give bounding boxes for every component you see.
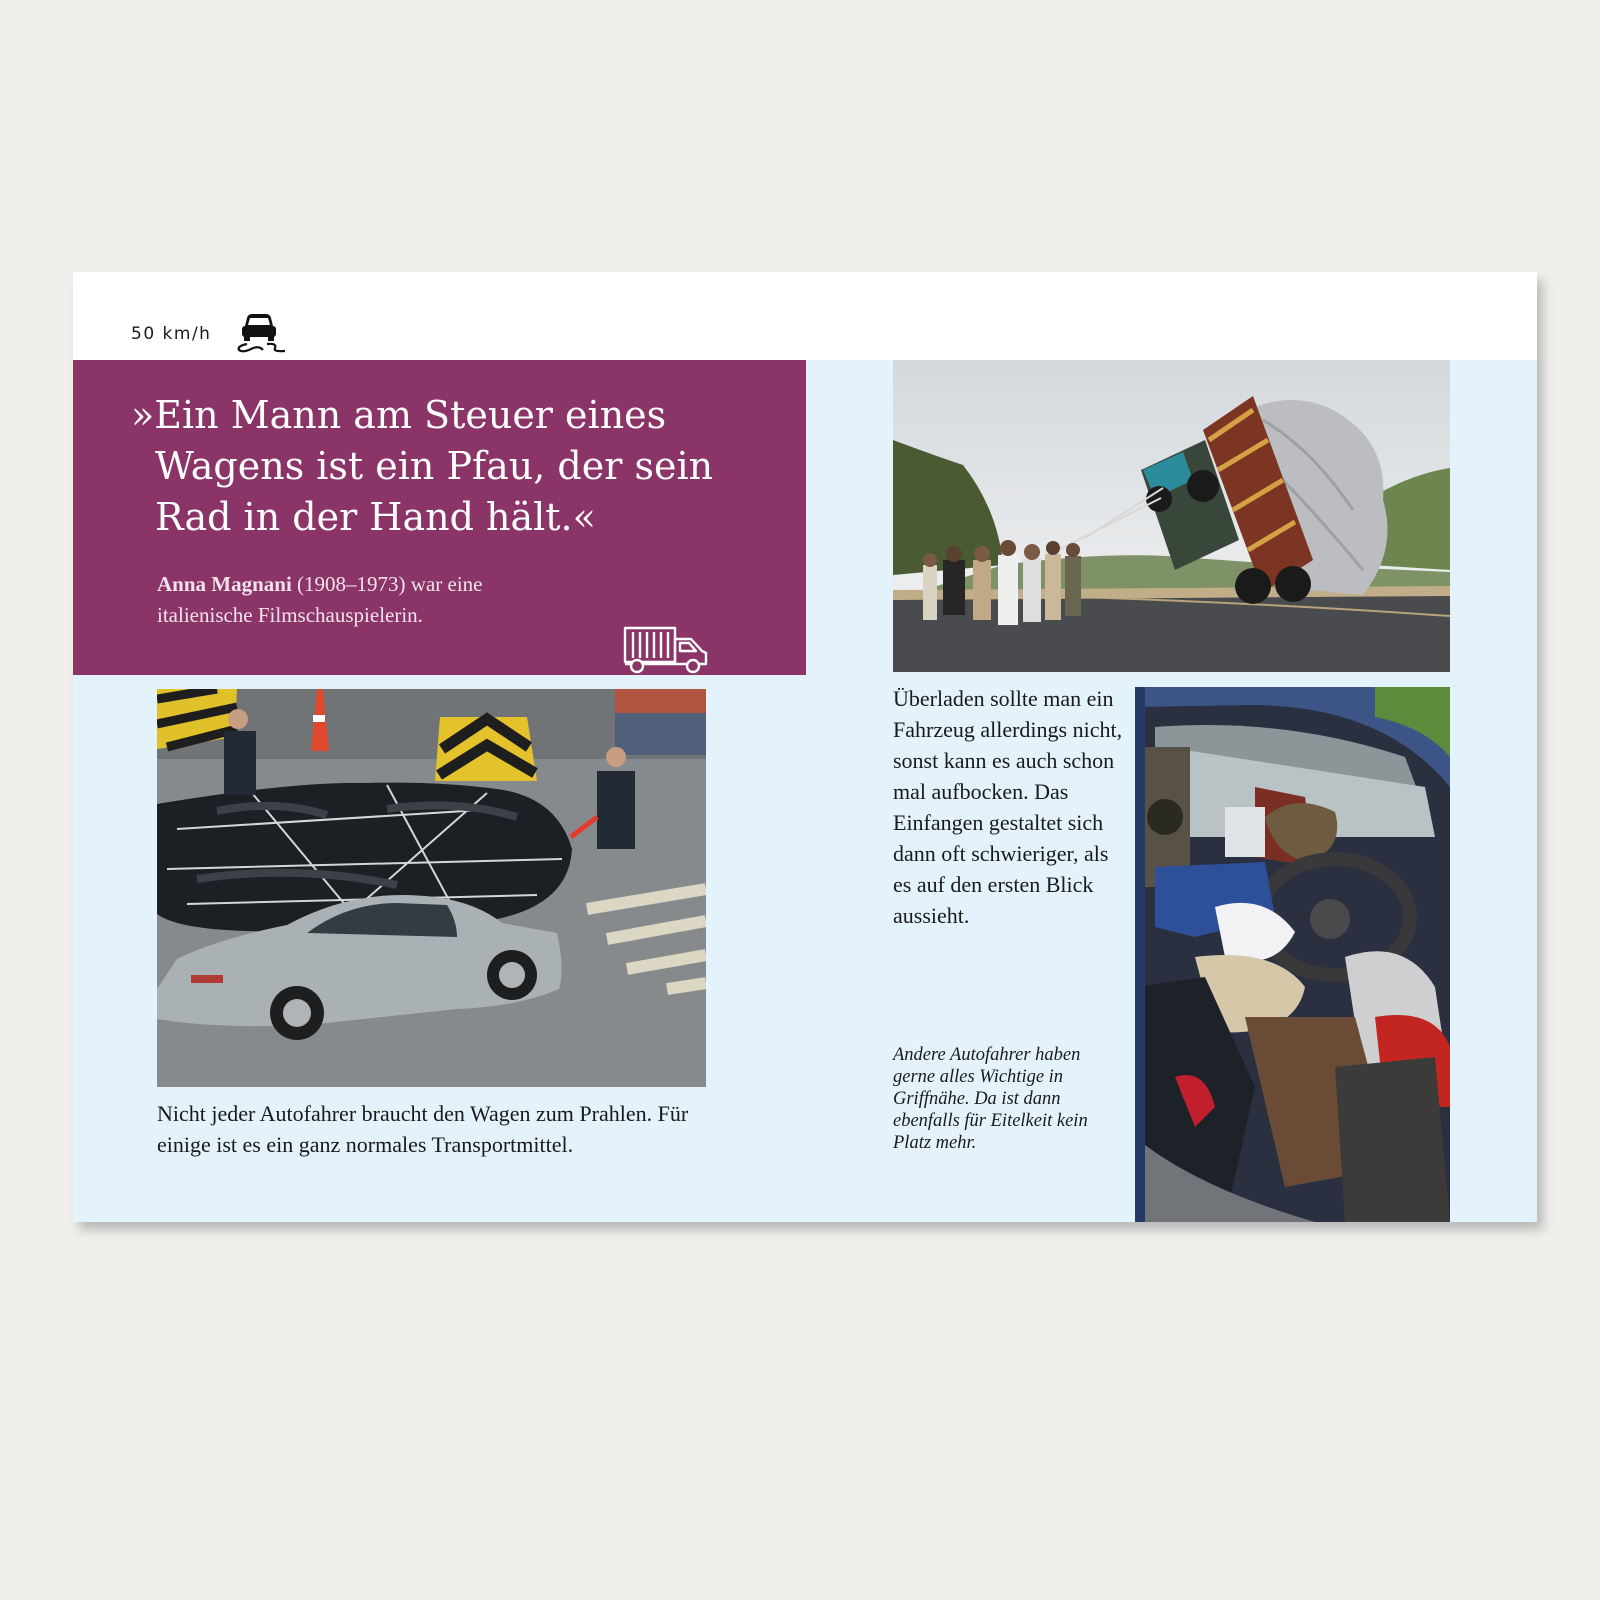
caption-left: Nicht jeder Autofahrer braucht den Wagen zum Prahlen. Für einige ist es ein ganz normales Transportmittel. <box>157 1101 689 1157</box>
overloaded-car-photo <box>157 689 706 1087</box>
quote-author-info: (1908–1973) war eine italienische Filmschauspielerin. <box>157 572 483 627</box>
body-text-right: Überladen sollte man ein Fahrzeug allerdings nicht, sonst kann es auch schon mal aufbocken. Das Einfangen gestaltet sich dann oft schwieriger, als es auf den ersten Blick aussieht. <box>893 686 1123 928</box>
skidding-car-icon <box>233 308 291 354</box>
caption-right: Andere Autofahrer haben gerne alles Wichtige in Griffnähe. Da ist dann ebenfalls für Eitelkeit kein Platz mehr. <box>893 1045 1088 1153</box>
book-spread <box>73 272 1537 1222</box>
quote-text: »Ein Mann am Steuer eines Wagens ist ein Pfau, der sein Rad in der Hand hält.« <box>131 393 714 539</box>
page-number: 50 km/h <box>131 324 212 344</box>
cluttered-car-interior-photo <box>1135 687 1450 1222</box>
quote-author: Anna Magnani <box>157 572 292 596</box>
truck-icon <box>622 625 710 675</box>
quote-box <box>73 360 806 675</box>
page-header <box>73 272 1537 360</box>
tipping-truck-photo <box>893 360 1450 672</box>
quote-attribution <box>157 569 577 631</box>
